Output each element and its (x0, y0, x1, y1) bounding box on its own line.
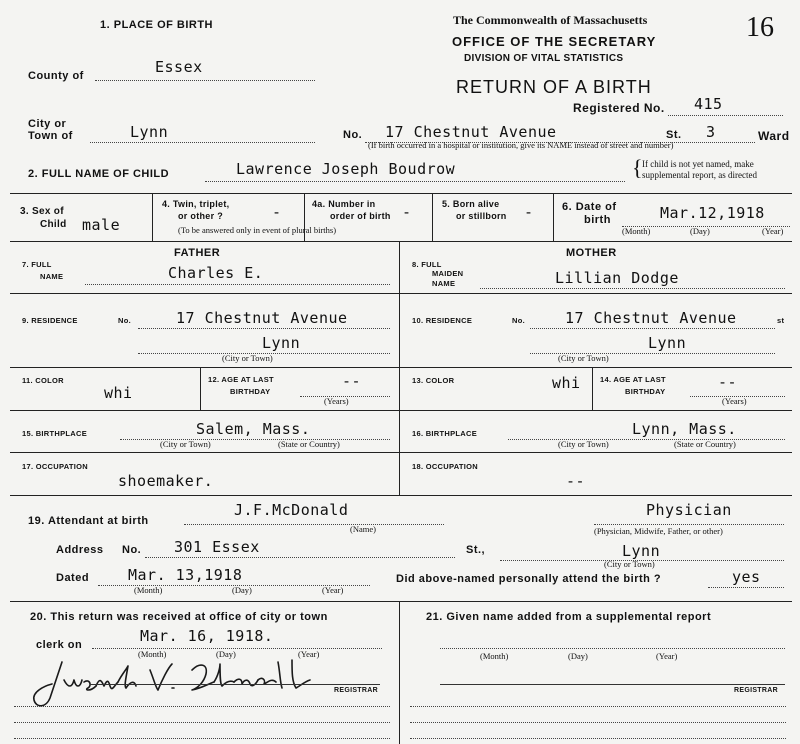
attendant-address-no-label: No. (122, 544, 142, 556)
mother-color-label: 13. COLOR (412, 376, 455, 385)
mother-residence-st-label: st (777, 316, 785, 325)
father-residence-label: 9. RESIDENCE (22, 316, 78, 325)
father-name-label-2: NAME (40, 272, 64, 281)
ward-value: 3 (706, 123, 716, 141)
attendant-year-caption: (Year) (322, 585, 344, 595)
mother-bp-state-caption: (State or Country) (674, 439, 736, 449)
registrar-signature (30, 649, 360, 712)
sex-label-2: Child (40, 219, 67, 230)
received-label: 20. This return was received at office of city or town (30, 611, 328, 623)
mother-color-value: whi (552, 374, 581, 392)
mother-city-value: Lynn (648, 334, 687, 352)
registrar-label-right: REGISTRAR (734, 687, 778, 694)
page-number: 16 (746, 12, 774, 43)
date-label-1: 6. Date of (562, 201, 617, 213)
father-color-label: 11. COLOR (22, 376, 64, 385)
father-age-label-1: 12. AGE AT LAST (208, 375, 274, 384)
father-birthplace-label: 15. BIRTHPLACE (22, 429, 88, 438)
twin-label-2: or other ? (178, 211, 223, 221)
father-occupation-value: shoemaker. (118, 472, 214, 490)
received-day-caption: (Day) (216, 649, 236, 659)
date-label-2: birth (584, 214, 611, 226)
mother-birthplace-value: Lynn, Mass. (632, 420, 737, 438)
mother-age-label-2: BIRTHDAY (625, 387, 666, 396)
mother-residence-label: 10. RESIDENCE (412, 316, 473, 325)
mother-name-label-1: 8. FULL (412, 260, 442, 269)
supplemental-label: 21. Given name added from a supplemental report (426, 611, 712, 623)
attendant-month-caption: (Month) (134, 585, 163, 595)
father-residence-no-label: No. (118, 316, 131, 325)
mother-age-label-1: 14. AGE AT LAST (600, 375, 666, 384)
return-title: RETURN OF A BIRTH (456, 77, 652, 97)
street-value: 17 Chestnut Avenue (385, 123, 557, 141)
mother-residence-value: 17 Chestnut Avenue (565, 309, 737, 327)
father-heading: FATHER (174, 247, 221, 259)
mother-name-label-2: MAIDEN (432, 269, 464, 278)
mother-name-label-3: NAME (432, 279, 456, 288)
father-occupation-label: 17. OCCUPATION (22, 462, 89, 471)
child-name-note-1: If child is not yet named, make (642, 159, 754, 169)
supplemental-month-caption: (Month) (480, 651, 509, 661)
attendant-dated-label: Dated (56, 572, 90, 584)
father-name-value: Charles E. (168, 264, 264, 282)
father-age-label-2: BIRTHDAY (230, 387, 271, 396)
father-color-value: whi (104, 384, 133, 402)
attend-answer: yes (732, 568, 761, 586)
birth-year-caption: (Year) (762, 226, 784, 236)
mother-bp-city-caption: (City or Town) (558, 439, 609, 449)
order-label-2: order of birth (330, 211, 391, 221)
birth-return-form: 1. PLACE OF BIRTH The Commonwealth of Massachusetts OFFICE OF THE SECRETARY DIVISION OF VITAL STATISTICS RETURN OF A BIRTH 16 Registered No. 415 County of Essex City or Town of Lynn No. 17 Chestnut Avenue St. 3 Ward (If birth occurred in a hospital or institution, give its NAME instead of street and number) 2. FULL NAME OF CHILD Lawrence Joseph Boudrow { If child is not yet named, make supplemental report, as directed 3. Sex of Child male 4. Twin, triplet, or other ? - 4a. Number in order of birth - (To be answered only in event of plural births) 5. Born alive or stillborn - 6. Date of birth Mar.12,1918 (Month) (Day) (Year) FATHER 7. FULL NAME Charles E. 9. RESIDENCE No. 17 Chestnut Avenue Lynn (City or Town) 11. COLOR whi 12. AGE AT LAST BIRTHDAY -- (Years) 15. BIRTHPLACE Salem, Mass. (City or Town) (State or Country) 17. OCCUPATION shoemaker. MOTHER 8. FULL MAIDEN NAME Lillian Dodge 10. RESIDENCE No. 17 Chestnut Avenue st Lynn (City or Town) 13. COLOR whi 14. AGE AT LAST BIRTHDAY -- (Years) 16. BIRTHPLACE Lynn, Mass. (City or Town) (State or Country) 18. OCCUPATION -- 19. Attendant at birth J.F.McDonald (Name) Physician (Physician, Midwife, Father, or other) Address No. 301 Essex St., Lynn (City or Town) Dated Mar. 13,1918 (Month) (Day) (Year) Did above-named personally attend the birth ? yes 20. This return was received at office of city or town clerk on Mar. 16, 1918. (Month) (Day) (Year) REGISTRAR 21. Given name added from a supplemental report (Month) (Day) (Year) REGISTRAR (0, 0, 800, 744)
ward-label: Ward (758, 129, 790, 143)
registrar-label-left: REGISTRAR (334, 687, 378, 694)
city-value: Lynn (130, 123, 169, 141)
father-city-value: Lynn (262, 334, 301, 352)
attendant-label: 19. Attendant at birth (28, 515, 149, 527)
mother-age-value: -- (718, 373, 738, 391)
commonwealth-heading: The Commonwealth of Massachusetts (453, 13, 648, 27)
street-no-label: No. (343, 129, 363, 141)
child-name-note-2: supplemental report, as directed (642, 170, 757, 180)
child-name-value: Lawrence Joseph Boudrow (236, 160, 456, 178)
father-birthplace-value: Salem, Mass. (196, 420, 311, 438)
place-of-birth-label: 1. PLACE OF BIRTH (100, 19, 214, 31)
mother-occupation-value: -- (566, 472, 586, 490)
attendant-name-value: J.F.McDonald (234, 501, 349, 519)
child-name-label: 2. FULL NAME OF CHILD (28, 168, 170, 180)
supplemental-day-caption: (Day) (568, 651, 588, 661)
sex-value: male (82, 216, 121, 234)
received-date-value: Mar. 16, 1918. (140, 627, 274, 645)
father-years-caption: (Years) (324, 396, 349, 406)
mother-residence-no-label: No. (512, 316, 525, 325)
birth-month-caption: (Month) (622, 226, 651, 236)
father-residence-value: 17 Chestnut Avenue (176, 309, 348, 327)
mother-name-value: Lillian Dodge (555, 269, 679, 287)
twin-value: - (272, 203, 282, 221)
birth-date-value: Mar.12,1918 (660, 204, 765, 222)
father-bp-state-caption: (State or Country) (278, 439, 340, 449)
attendant-role-caption: (Physician, Midwife, Father, or other) (594, 526, 723, 536)
attendant-dated-value: Mar. 13,1918 (128, 566, 243, 584)
attendant-city-value: Lynn (622, 542, 661, 560)
street-st-label: St. (666, 129, 682, 141)
attendant-st-label: St., (466, 544, 486, 556)
father-bp-city-caption: (City or Town) (160, 439, 211, 449)
attendant-address-label: Address (56, 544, 104, 556)
attendant-city-caption: (City or Town) (604, 559, 655, 569)
received-month-caption: (Month) (138, 649, 167, 659)
plural-births-note: (To be answered only in event of plural births) (178, 225, 337, 235)
twin-label-1: 4. Twin, triplet, (162, 199, 230, 209)
mother-heading: MOTHER (566, 247, 617, 259)
mother-birthplace-label: 16. BIRTHPLACE (412, 429, 478, 438)
attend-question: Did above-named personally attend the birth ? (396, 573, 662, 585)
division-heading: DIVISION OF VITAL STATISTICS (464, 53, 624, 64)
birth-day-caption: (Day) (690, 226, 710, 236)
registered-number: 415 (694, 95, 723, 113)
father-name-label-1: 7. FULL (22, 260, 52, 269)
county-label: County of (28, 70, 84, 82)
attendant-role-value: Physician (646, 501, 732, 519)
attendant-day-caption: (Day) (232, 585, 252, 595)
sex-label: 3. Sex of (20, 206, 64, 217)
city-label-1: City or (28, 118, 67, 130)
mother-city-caption: (City or Town) (558, 353, 609, 363)
attendant-name-caption: (Name) (350, 524, 376, 534)
hospital-note: (If birth occurred in a hospital or institution, give its NAME instead of street and number) (368, 140, 674, 150)
mother-occupation-label: 18. OCCUPATION (412, 462, 479, 471)
order-label-1: 4a. Number in (312, 199, 376, 209)
father-city-caption: (City or Town) (222, 353, 273, 363)
clerk-on-label: clerk on (36, 639, 83, 651)
born-label-1: 5. Born alive (442, 199, 500, 209)
born-value: - (524, 203, 534, 221)
county-value: Essex (155, 58, 203, 76)
city-label-2: Town of (28, 130, 73, 142)
order-value: - (402, 203, 412, 221)
received-year-caption: (Year) (298, 649, 320, 659)
office-heading: OFFICE OF THE SECRETARY (452, 34, 657, 49)
supplemental-year-caption: (Year) (656, 651, 678, 661)
born-label-2: or stillborn (456, 211, 507, 221)
father-age-value: -- (342, 372, 362, 390)
mother-years-caption: (Years) (722, 396, 747, 406)
registered-label: Registered No. (573, 101, 665, 115)
attendant-address-value: 301 Essex (174, 538, 260, 556)
